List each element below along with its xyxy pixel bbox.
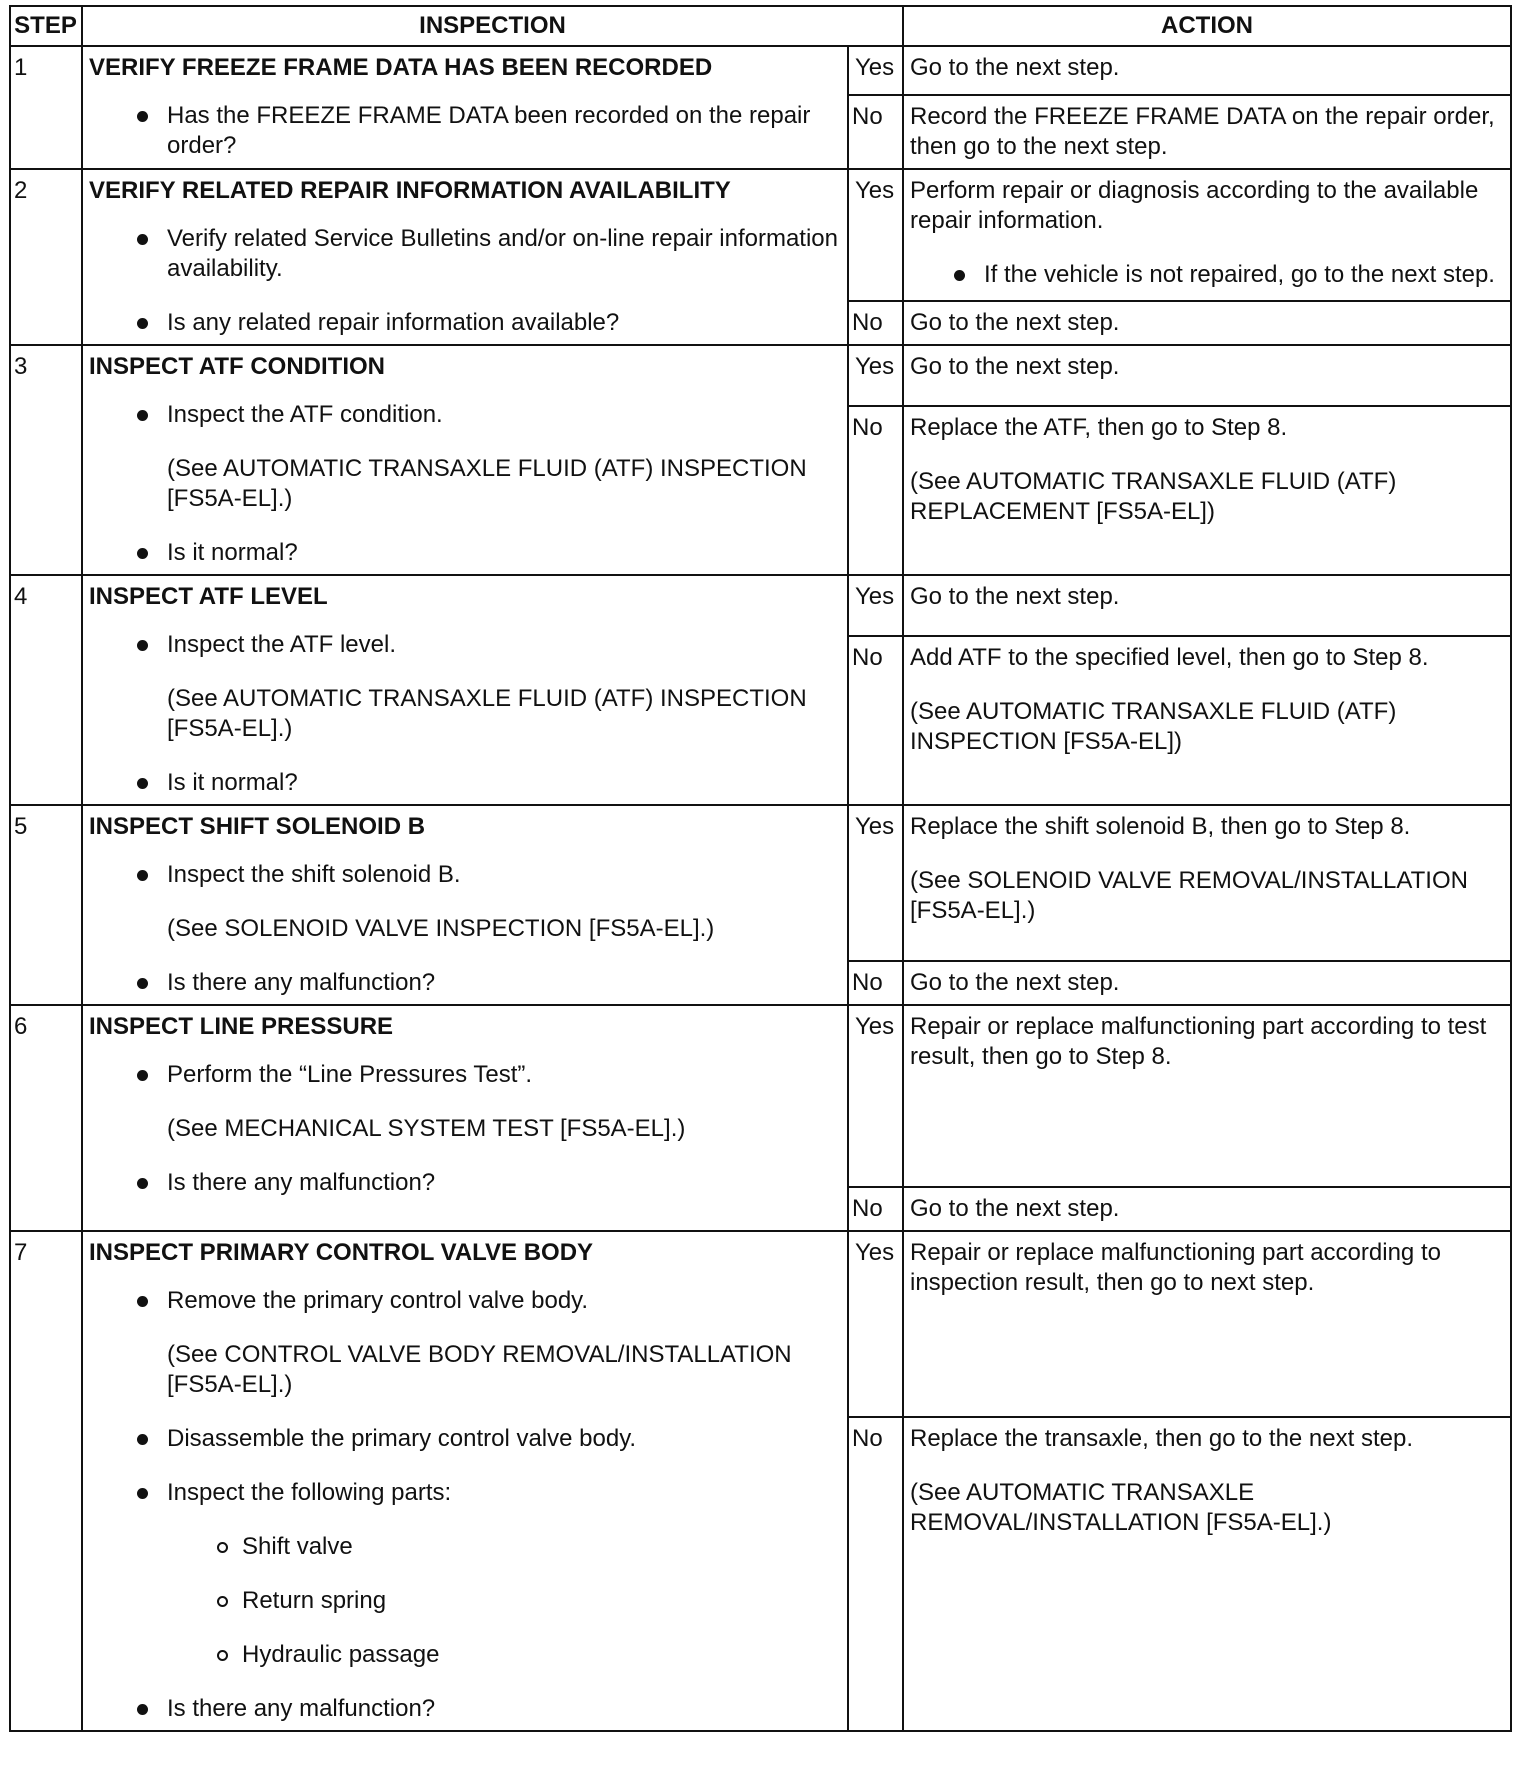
step-title: INSPECT ATF LEVEL xyxy=(89,583,328,610)
no-label: No xyxy=(848,961,903,1005)
no-label: No xyxy=(848,1187,903,1231)
no-label: No xyxy=(848,95,903,169)
bullet-text: Inspect the following parts: xyxy=(167,1479,452,1506)
step-inspection xyxy=(82,1005,848,1231)
step-inspection xyxy=(82,46,848,169)
step-inspection xyxy=(82,169,848,345)
bullet-item: Inspect the ATF condition. xyxy=(89,400,841,430)
diagnostic-table xyxy=(9,5,1512,1732)
reference-text: (See SOLENOID VALVE REMOVAL/INSTALLATION [FS5A-EL].) xyxy=(910,867,1468,924)
action-bullet: If the vehicle is not repaired, go to the next step. xyxy=(910,260,1504,290)
no-label: No xyxy=(848,301,903,345)
no-action xyxy=(903,636,1511,805)
step-title: INSPECT PRIMARY CONTROL VALVE BODY xyxy=(89,1239,594,1266)
yes-action xyxy=(903,575,1511,636)
step-number: 1 xyxy=(10,46,82,169)
yes-action xyxy=(903,1005,1511,1187)
reference-text: (See AUTOMATIC TRANSAXLE FLUID (ATF) INSPECTION [FS5A-EL].) xyxy=(167,685,807,742)
no-action xyxy=(903,1187,1511,1231)
step-number: 2 xyxy=(10,169,82,345)
bullet-item: Has the FREEZE FRAME DATA been recorded on the repair order? xyxy=(89,101,841,161)
action-text: Record the FREEZE FRAME DATA on the repair order, then go to the next step. xyxy=(910,103,1495,160)
action-text: Repair or replace malfunctioning part according to inspection result, then go to next step. xyxy=(910,1239,1441,1296)
bullet-item: Inspect the ATF level. xyxy=(89,630,841,660)
step-title: INSPECT LINE PRESSURE xyxy=(89,1013,394,1040)
step-1-yes-row xyxy=(10,46,1511,95)
step-7-yes-row xyxy=(10,1231,1511,1417)
no-action xyxy=(903,406,1511,575)
step-number: 6 xyxy=(10,1005,82,1231)
yes-action xyxy=(903,1231,1511,1417)
step-number: 4 xyxy=(10,575,82,805)
header-row xyxy=(10,6,1511,46)
action-text: Repair or replace malfunctioning part according to test result, then go to Step 8. xyxy=(910,1013,1487,1070)
yes-action xyxy=(903,805,1511,961)
step-title: INSPECT SHIFT SOLENOID B xyxy=(89,813,426,840)
yes-label: Yes xyxy=(848,46,903,95)
action-text: Perform repair or diagnosis according to the available repair information. xyxy=(910,177,1479,234)
bullet-item: Is there any malfunction? xyxy=(89,968,841,998)
action-text: Go to the next step. xyxy=(910,969,1120,996)
bullet-item xyxy=(89,1478,841,1670)
step-number: 7 xyxy=(10,1231,82,1731)
yes-action xyxy=(903,46,1511,95)
step-inspection xyxy=(82,1231,848,1731)
step-number: 3 xyxy=(10,345,82,575)
reference-text: (See AUTOMATIC TRANSAXLE REMOVAL/INSTALLATION [FS5A-EL].) xyxy=(910,1479,1332,1536)
action-text: Replace the shift solenoid B, then go to Step 8. xyxy=(910,813,1411,840)
action-text: Replace the transaxle, then go to the next step. xyxy=(910,1425,1413,1452)
action-text: Go to the next step. xyxy=(910,309,1120,336)
step-6-yes-row xyxy=(10,1005,1511,1187)
step-inspection xyxy=(82,805,848,1005)
bullet-item: Disassemble the primary control valve body. xyxy=(89,1424,841,1454)
bullet-item: Is it normal? xyxy=(89,538,841,568)
yes-action xyxy=(903,169,1511,301)
bullet-item: Is there any malfunction? xyxy=(89,1694,841,1724)
step-title: VERIFY RELATED REPAIR INFORMATION AVAILABILITY xyxy=(89,177,731,204)
reference-text: (See MECHANICAL SYSTEM TEST [FS5A-EL].) xyxy=(167,1115,686,1142)
yes-label: Yes xyxy=(848,1231,903,1417)
step-title: VERIFY FREEZE FRAME DATA HAS BEEN RECORDED xyxy=(89,54,713,81)
step-inspection xyxy=(82,345,848,575)
bullet-item: Verify related Service Bulletins and/or on-line repair information availability. xyxy=(89,224,841,284)
reference-text: (See AUTOMATIC TRANSAXLE FLUID (ATF) INSPECTION [FS5A-EL]) xyxy=(910,698,1397,755)
yes-label: Yes xyxy=(848,345,903,406)
bullet-item: Is there any malfunction? xyxy=(89,1168,841,1198)
header-step: STEP xyxy=(10,6,82,46)
bullet-item: Inspect the shift solenoid B. xyxy=(89,860,841,890)
step-number: 5 xyxy=(10,805,82,1005)
header-inspection: INSPECTION xyxy=(82,6,903,46)
no-label: No xyxy=(848,1417,903,1731)
no-action xyxy=(903,301,1511,345)
step-4-yes-row xyxy=(10,575,1511,636)
header-action: ACTION xyxy=(903,6,1511,46)
no-action xyxy=(903,95,1511,169)
bullet-item: Remove the primary control valve body. xyxy=(89,1286,841,1316)
bullet-item: Is any related repair information available? xyxy=(89,308,841,338)
bullet-item: Is it normal? xyxy=(89,768,841,798)
reference-text: (See SOLENOID VALVE INSPECTION [FS5A-EL].) xyxy=(167,915,715,942)
reference-text: (See AUTOMATIC TRANSAXLE FLUID (ATF) INSPECTION [FS5A-EL].) xyxy=(167,455,807,512)
no-action xyxy=(903,961,1511,1005)
yes-label: Yes xyxy=(848,169,903,301)
parts-list xyxy=(167,1532,841,1670)
yes-action xyxy=(903,345,1511,406)
step-3-yes-row xyxy=(10,345,1511,406)
reference-text: (See AUTOMATIC TRANSAXLE FLUID (ATF) REPLACEMENT [FS5A-EL]) xyxy=(910,468,1397,525)
action-text: Go to the next step. xyxy=(910,353,1120,380)
sub-bullet-item: Shift valve xyxy=(167,1532,841,1562)
action-text: Add ATF to the specified level, then go to Step 8. xyxy=(910,644,1429,671)
step-2-yes-row xyxy=(10,169,1511,301)
action-text: Go to the next step. xyxy=(910,583,1120,610)
step-5-yes-row xyxy=(10,805,1511,961)
step-inspection xyxy=(82,575,848,805)
action-text: Replace the ATF, then go to Step 8. xyxy=(910,414,1288,441)
yes-label: Yes xyxy=(848,805,903,961)
sub-bullet-item: Hydraulic passage xyxy=(167,1640,841,1670)
bullet-item: Perform the “Line Pressures Test”. xyxy=(89,1060,841,1090)
reference-text: (See CONTROL VALVE BODY REMOVAL/INSTALLATION [FS5A-EL].) xyxy=(167,1341,792,1398)
no-action xyxy=(903,1417,1511,1731)
sub-bullet-item: Return spring xyxy=(167,1586,841,1616)
yes-label: Yes xyxy=(848,575,903,636)
step-title: INSPECT ATF CONDITION xyxy=(89,353,385,380)
no-label: No xyxy=(848,406,903,575)
action-text: Go to the next step. xyxy=(910,1195,1120,1222)
no-label: No xyxy=(848,636,903,805)
action-text: Go to the next step. xyxy=(910,54,1120,81)
yes-label: Yes xyxy=(848,1005,903,1187)
